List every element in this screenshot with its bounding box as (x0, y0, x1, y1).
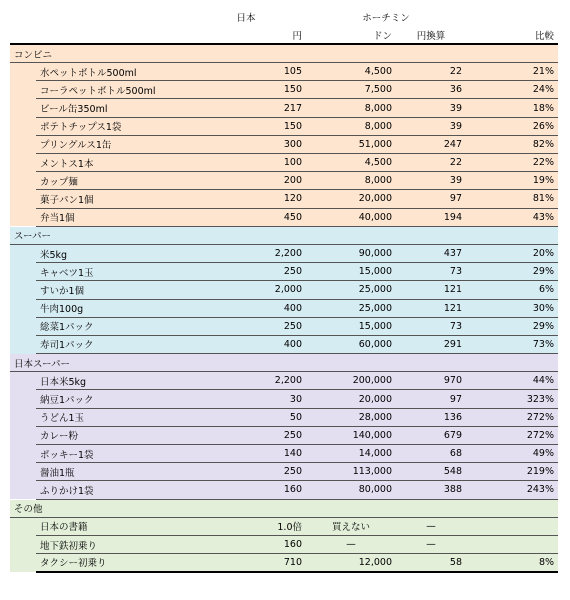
price-dong: 8,000 (306, 172, 396, 190)
price-yen-converted: 136 (396, 408, 466, 426)
price-dong: 20,000 (306, 390, 396, 408)
price-yen: 250 (186, 426, 306, 444)
item-name: ふりかけ1袋 (36, 481, 186, 499)
price-yen-converted: — (396, 517, 466, 535)
indent-cell (10, 154, 36, 172)
price-yen: 140 (186, 445, 306, 463)
item-name: メントス1本 (36, 154, 186, 172)
indent-cell (10, 117, 36, 135)
price-dong: 60,000 (306, 335, 396, 353)
indent-cell (10, 535, 36, 553)
price-ratio: 21% (466, 63, 558, 81)
price-dong: 51,000 (306, 135, 396, 153)
price-yen: 2,200 (186, 244, 306, 262)
price-dong: 140,000 (306, 426, 396, 444)
table-row (10, 81, 558, 99)
table-row (10, 317, 558, 335)
table-row (10, 335, 558, 353)
price-dong: 40,000 (306, 208, 396, 226)
table-row (10, 190, 558, 208)
price-ratio: 323% (466, 390, 558, 408)
table-row (10, 299, 558, 317)
price-yen: 2,200 (186, 372, 306, 390)
indent-cell (10, 81, 36, 99)
price-yen-converted: 58 (396, 554, 466, 572)
price-dong: 90,000 (306, 244, 396, 262)
item-name: キャベツ1玉 (36, 263, 186, 281)
indent-cell (10, 299, 36, 317)
item-name: コーラペットボトル500ml (36, 81, 186, 99)
indent-cell (10, 190, 36, 208)
item-name: 醤油1瓶 (36, 463, 186, 481)
indent-cell (10, 335, 36, 353)
price-yen: 50 (186, 408, 306, 426)
item-name: ポッキー1袋 (36, 445, 186, 463)
price-yen-converted: 970 (396, 372, 466, 390)
price-ratio: 44% (466, 372, 558, 390)
table-row (10, 281, 558, 299)
indent-cell (10, 208, 36, 226)
indent-cell (10, 372, 36, 390)
price-dong: 25,000 (306, 299, 396, 317)
header-dong: ドン (306, 26, 396, 44)
price-ratio: 30% (466, 299, 558, 317)
price-yen-converted: — (396, 535, 466, 553)
price-yen-converted: 73 (396, 317, 466, 335)
indent-cell (10, 317, 36, 335)
category-label: コンビニ (10, 44, 558, 62)
table-row (10, 463, 558, 481)
price-dong: 8,000 (306, 99, 396, 117)
item-name: 日本の書籍 (36, 517, 186, 535)
header-hcmc: ホーチミン (306, 8, 466, 26)
price-ratio: 18% (466, 99, 558, 117)
indent-cell (10, 135, 36, 153)
price-ratio: 6% (466, 281, 558, 299)
table-body (10, 44, 558, 571)
price-yen: 1.0倍 (186, 517, 306, 535)
price-yen: 160 (186, 481, 306, 499)
header-ratio: 比較 (466, 26, 558, 44)
price-dong: 25,000 (306, 281, 396, 299)
indent-cell (10, 263, 36, 281)
price-yen: 250 (186, 463, 306, 481)
price-yen: 150 (186, 117, 306, 135)
table-row (10, 426, 558, 444)
price-ratio: 43% (466, 208, 558, 226)
table-row (10, 535, 558, 553)
header-row-units (10, 26, 558, 44)
indent-cell (10, 445, 36, 463)
indent-cell (10, 63, 36, 81)
category-row-other (10, 499, 558, 517)
item-name: 弁当1個 (36, 208, 186, 226)
price-yen-converted: 22 (396, 63, 466, 81)
indent-cell (10, 481, 36, 499)
price-ratio: 20% (466, 244, 558, 262)
table-row (10, 372, 558, 390)
table-row (10, 63, 558, 81)
price-ratio: 49% (466, 445, 558, 463)
table-row (10, 481, 558, 499)
price-yen: 150 (186, 81, 306, 99)
item-name: タクシー初乗り (36, 554, 186, 572)
price-yen-converted: 679 (396, 426, 466, 444)
table-row (10, 99, 558, 117)
price-yen: 400 (186, 299, 306, 317)
table-row (10, 208, 558, 226)
price-yen-converted: 39 (396, 172, 466, 190)
table-row (10, 408, 558, 426)
price-dong: 14,000 (306, 445, 396, 463)
price-ratio: 82% (466, 135, 558, 153)
item-name: 米5kg (36, 244, 186, 262)
price-yen-converted: 548 (396, 463, 466, 481)
indent-cell (10, 244, 36, 262)
header-row-country (10, 8, 558, 26)
price-yen-converted: 39 (396, 99, 466, 117)
table-row (10, 172, 558, 190)
item-name: 納豆1パック (36, 390, 186, 408)
item-name: 地下鉄初乗り (36, 535, 186, 553)
price-yen-converted: 121 (396, 299, 466, 317)
price-yen: 250 (186, 317, 306, 335)
price-ratio: 24% (466, 81, 558, 99)
price-ratio: 29% (466, 263, 558, 281)
price-dong: 80,000 (306, 481, 396, 499)
item-name: 菓子パン1個 (36, 190, 186, 208)
price-yen-converted: 97 (396, 190, 466, 208)
header-japan: 日本 (186, 8, 306, 26)
price-dong: 買えない (306, 517, 396, 535)
price-yen-converted: 291 (396, 335, 466, 353)
indent-cell (10, 281, 36, 299)
indent-cell (10, 554, 36, 572)
table-row (10, 263, 558, 281)
price-ratio: 26% (466, 117, 558, 135)
item-name: カレー粉 (36, 426, 186, 444)
table-row (10, 390, 558, 408)
table-row (10, 517, 558, 535)
price-yen-converted: 194 (396, 208, 466, 226)
category-label: 日本スーパー (10, 354, 558, 372)
indent-cell (10, 408, 36, 426)
table-row (10, 135, 558, 153)
price-ratio: 81% (466, 190, 558, 208)
category-row-jsuper (10, 354, 558, 372)
price-ratio: 73% (466, 335, 558, 353)
price-dong: 4,500 (306, 63, 396, 81)
item-name: すいか1個 (36, 281, 186, 299)
price-yen: 300 (186, 135, 306, 153)
price-ratio: 22% (466, 154, 558, 172)
indent-cell (10, 172, 36, 190)
price-yen: 250 (186, 263, 306, 281)
price-dong: 8,000 (306, 117, 396, 135)
header-yen-conv: 円換算 (396, 26, 466, 44)
price-yen: 710 (186, 554, 306, 572)
indent-cell (10, 517, 36, 535)
price-yen: 217 (186, 99, 306, 117)
price-yen: 2,000 (186, 281, 306, 299)
price-yen-converted: 121 (396, 281, 466, 299)
table-row (10, 154, 558, 172)
price-yen-converted: 73 (396, 263, 466, 281)
price-ratio: 272% (466, 408, 558, 426)
category-label: スーパー (10, 226, 558, 244)
indent-cell (10, 463, 36, 481)
price-ratio: 219% (466, 463, 558, 481)
item-name: カップ麺 (36, 172, 186, 190)
price-dong: 4,500 (306, 154, 396, 172)
price-ratio (466, 535, 558, 553)
item-name: 寿司1パック (36, 335, 186, 353)
price-yen-converted: 437 (396, 244, 466, 262)
category-row-super (10, 226, 558, 244)
item-name: プリングルス1缶 (36, 135, 186, 153)
price-dong: 200,000 (306, 372, 396, 390)
price-yen-converted: 97 (396, 390, 466, 408)
category-row-konbini (10, 44, 558, 62)
price-yen: 200 (186, 172, 306, 190)
table-row (10, 445, 558, 463)
price-ratio (466, 517, 558, 535)
price-yen: 30 (186, 390, 306, 408)
category-label: その他 (10, 499, 558, 517)
indent-cell (10, 390, 36, 408)
price-yen-converted: 22 (396, 154, 466, 172)
item-name: うどん1玉 (36, 408, 186, 426)
price-yen: 120 (186, 190, 306, 208)
price-yen-converted: 388 (396, 481, 466, 499)
price-dong: 15,000 (306, 263, 396, 281)
price-dong: 15,000 (306, 317, 396, 335)
item-name: 牛肉100g (36, 299, 186, 317)
table-row (10, 117, 558, 135)
table-row (10, 244, 558, 262)
price-yen-converted: 68 (396, 445, 466, 463)
price-ratio: 8% (466, 554, 558, 572)
price-dong: 113,000 (306, 463, 396, 481)
header-yen: 円 (186, 26, 306, 44)
price-ratio: 19% (466, 172, 558, 190)
item-name: ビール缶350ml (36, 99, 186, 117)
item-name: ポテトチップス1袋 (36, 117, 186, 135)
item-name: 日本米5kg (36, 372, 186, 390)
price-ratio: 29% (466, 317, 558, 335)
price-comparison-table (10, 8, 558, 573)
table-row (10, 554, 558, 572)
price-dong: 7,500 (306, 81, 396, 99)
price-dong: — (306, 535, 396, 553)
price-dong: 12,000 (306, 554, 396, 572)
price-yen: 100 (186, 154, 306, 172)
price-yen: 105 (186, 63, 306, 81)
price-yen-converted: 39 (396, 117, 466, 135)
price-yen: 160 (186, 535, 306, 553)
item-name: 水ペットボトル500ml (36, 63, 186, 81)
indent-cell (10, 426, 36, 444)
price-yen-converted: 247 (396, 135, 466, 153)
item-name: 総菜1パック (36, 317, 186, 335)
price-yen: 400 (186, 335, 306, 353)
price-ratio: 272% (466, 426, 558, 444)
indent-cell (10, 99, 36, 117)
price-dong: 28,000 (306, 408, 396, 426)
price-yen-converted: 36 (396, 81, 466, 99)
price-ratio: 243% (466, 481, 558, 499)
price-dong: 20,000 (306, 190, 396, 208)
price-yen: 450 (186, 208, 306, 226)
